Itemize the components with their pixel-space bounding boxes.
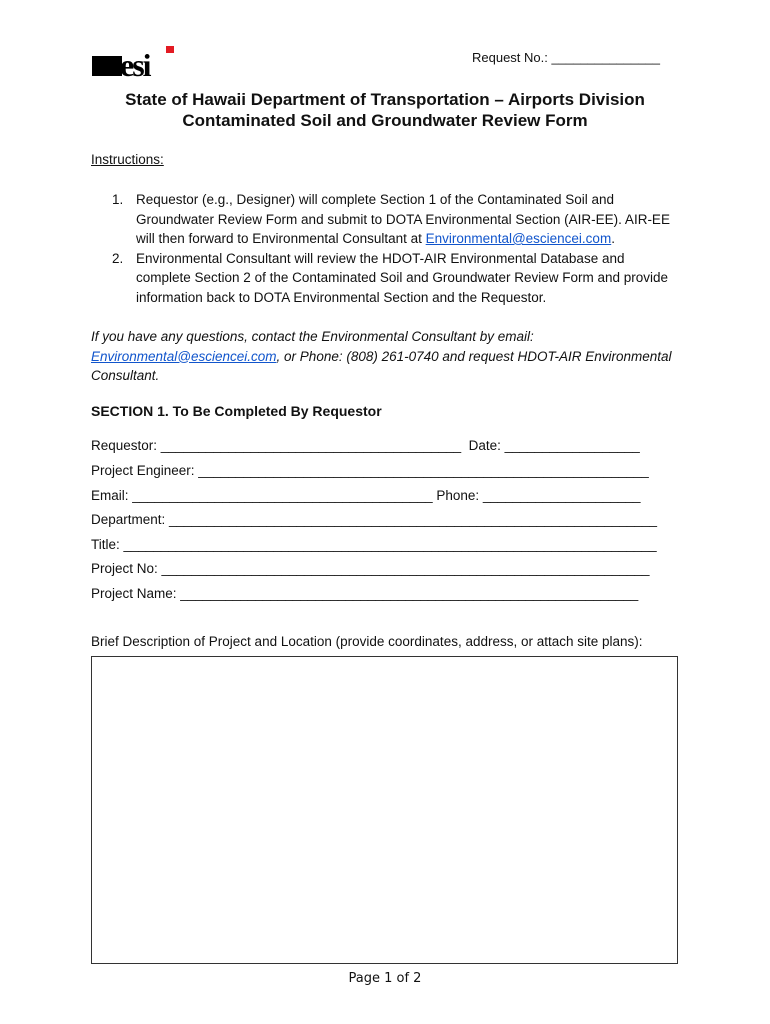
project-no-field[interactable]: Project No: _________________________________________________________________ [91, 561, 650, 576]
form-title-line1: State of Hawaii Department of Transportation – Airports Division [125, 90, 645, 109]
esi-logo [92, 46, 178, 78]
form-title-line2: Contaminated Soil and Groundwater Review Form [182, 111, 588, 130]
list-number: 1. [112, 192, 124, 207]
email-link[interactable]: Environmental@esciencei.com [425, 231, 612, 246]
list-number: 2. [112, 250, 124, 266]
svg-text:esi: esi [120, 47, 150, 78]
brief-description-box[interactable] [91, 656, 678, 964]
instructions-list [91, 190, 681, 307]
contact-note: If you have any questions, contact the Environmental Consultant by email: Environmental@esciencei.com, or Phone: (808) 261-0740 and request HDOT-AIR Environmental Consultant. [91, 329, 672, 383]
list-item [91, 190, 681, 249]
email-phone-field[interactable]: Email: ________________________________________ Phone: _____________________ [91, 488, 641, 503]
title-field[interactable]: Title: _______________________________________________________________________ [91, 537, 657, 552]
brief-description-label: Brief Description of Project and Location (provide coordinates, address, or attach site plans): [91, 634, 643, 649]
requestor-date-field[interactable]: Requestor: ________________________________________ Date: __________________ [91, 438, 640, 453]
department-field[interactable]: Department: _________________________________________________________________ [91, 512, 658, 527]
list-item [91, 249, 681, 308]
section1-heading: SECTION 1. To Be Completed By Requestor [91, 403, 382, 419]
project-engineer-field[interactable]: Project Engineer: ____________________________________________________________ [91, 463, 649, 478]
instructions-heading: Instructions: [91, 152, 164, 167]
page-number: Page 1 of 2 [348, 971, 422, 986]
list-text: Requestor (e.g., Designer) will complete Section 1 of the Contaminated Soil and Groundwater Review Form and submit to DOTA Environmental Section (AIR-EE). AIR-EE will then forward to Environmental Consultant at Environmental@esciencei.com. [136, 192, 670, 246]
contact-email-link[interactable]: Environmental@esciencei.com [91, 348, 277, 364]
list-text: Environmental Consultant will review the HDOT-AIR Environmental Database and complete Section 2 of the Contaminated Soil and Groundwater Review Form and provide information back to DOTA Environmental Section and the Requestor. [136, 250, 669, 305]
project-name-field[interactable]: Project Name: _____________________________________________________________ [91, 586, 639, 601]
request-number-field[interactable]: Request No.: _______________ [472, 50, 660, 65]
